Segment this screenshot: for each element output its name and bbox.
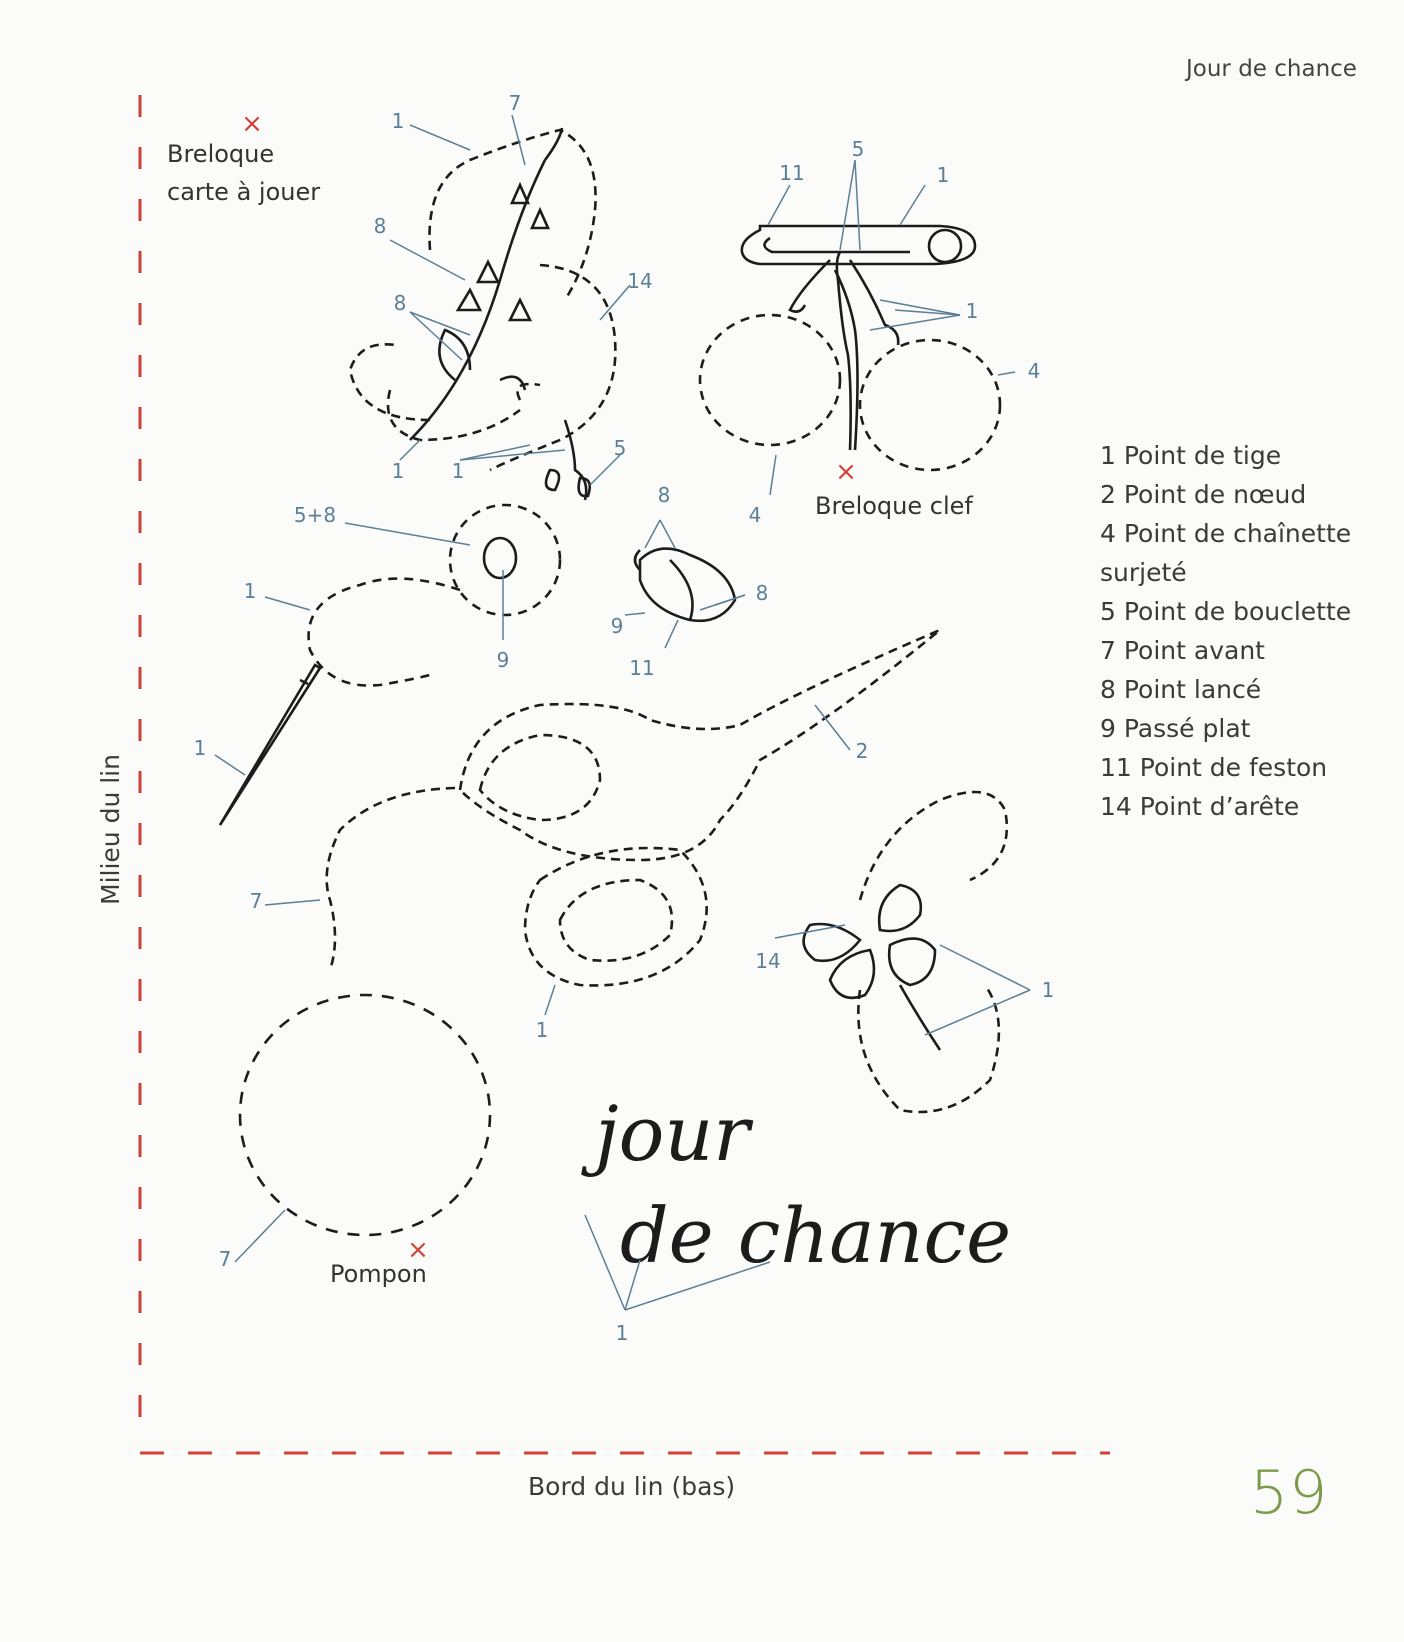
flower-sprig xyxy=(410,128,590,500)
flower-sprig-dashed xyxy=(350,130,615,470)
callout-number: 1 xyxy=(936,163,950,187)
callout-number: 14 xyxy=(755,949,781,973)
breloque-clef-marker: × xyxy=(835,457,857,487)
legend-item: 14 Point d’arête xyxy=(1100,792,1300,821)
callout-number: 1 xyxy=(965,299,979,323)
legend-item: 4 Point de chaînette xyxy=(1100,519,1352,548)
pompon-label: Pompon xyxy=(330,1260,427,1288)
breloque-clef-label: Breloque clef xyxy=(815,492,973,520)
callout-number: 4 xyxy=(1027,359,1041,383)
callout-number: 5 xyxy=(851,137,865,161)
callout-number: 1 xyxy=(535,1018,549,1042)
callout-number: 9 xyxy=(496,648,510,672)
callout-number: 4 xyxy=(748,503,762,527)
button-motif xyxy=(484,538,516,578)
legend-item: 1 Point de tige xyxy=(1100,441,1282,470)
legend-item: 2 Point de nœud xyxy=(1100,480,1307,509)
clover-motif xyxy=(804,885,940,1050)
legend-item: 5 Point de bouclette xyxy=(1100,597,1352,626)
callout-number: 7 xyxy=(508,91,522,115)
callout-number: 8 xyxy=(657,483,671,507)
callout-number: 11 xyxy=(629,656,655,680)
motto-line2: de chance xyxy=(620,1191,1012,1280)
legend-item: 11 Point de feston xyxy=(1100,753,1328,782)
needle-motif xyxy=(220,665,320,825)
callout-number: 11 xyxy=(779,161,805,185)
callout-number: 7 xyxy=(218,1247,232,1271)
legend-item: surjeté xyxy=(1100,558,1187,587)
pompon-marker: × xyxy=(407,1235,429,1265)
pompon-dashed xyxy=(240,995,490,1235)
breloque-carte-label-line2: carte à jouer xyxy=(167,178,321,206)
legend-item: 9 Passé plat xyxy=(1100,714,1251,743)
side-edge-label: Milieu du lin xyxy=(96,754,125,905)
page-header-title: Jour de chance xyxy=(1186,56,1357,82)
callout-number: 8 xyxy=(393,291,407,315)
callout-number: 8 xyxy=(373,214,387,238)
callout-number: 1 xyxy=(243,579,257,603)
ladybird-motif xyxy=(635,549,735,621)
bottom-edge-label: Bord du lin (bas) xyxy=(528,1472,736,1501)
legend-item: 8 Point lancé xyxy=(1100,675,1262,704)
callout-number: 5 xyxy=(613,436,627,460)
safety-pin xyxy=(742,226,975,450)
callout-number: 8 xyxy=(755,581,769,605)
callout-number: 2 xyxy=(855,739,869,763)
page-number: 59 xyxy=(1250,1458,1329,1528)
callout-number: 9 xyxy=(610,614,624,638)
callout-number: 1 xyxy=(451,459,465,483)
breloque-carte-label-line1: Breloque xyxy=(167,140,275,168)
callout-number: 14 xyxy=(627,269,653,293)
legend-item: 7 Point avant xyxy=(1100,636,1265,665)
callout-number: 1 xyxy=(391,109,405,133)
callout-number: 1 xyxy=(193,736,207,760)
breloque-carte-marker: × xyxy=(241,109,263,139)
callout-number: 5+8 xyxy=(293,503,337,527)
motto-line1: jour xyxy=(595,1089,750,1178)
callout-number: 7 xyxy=(249,889,263,913)
callout-number: 1 xyxy=(1041,978,1055,1002)
callout-number: 1 xyxy=(615,1321,629,1345)
callout-number: 1 xyxy=(391,459,405,483)
